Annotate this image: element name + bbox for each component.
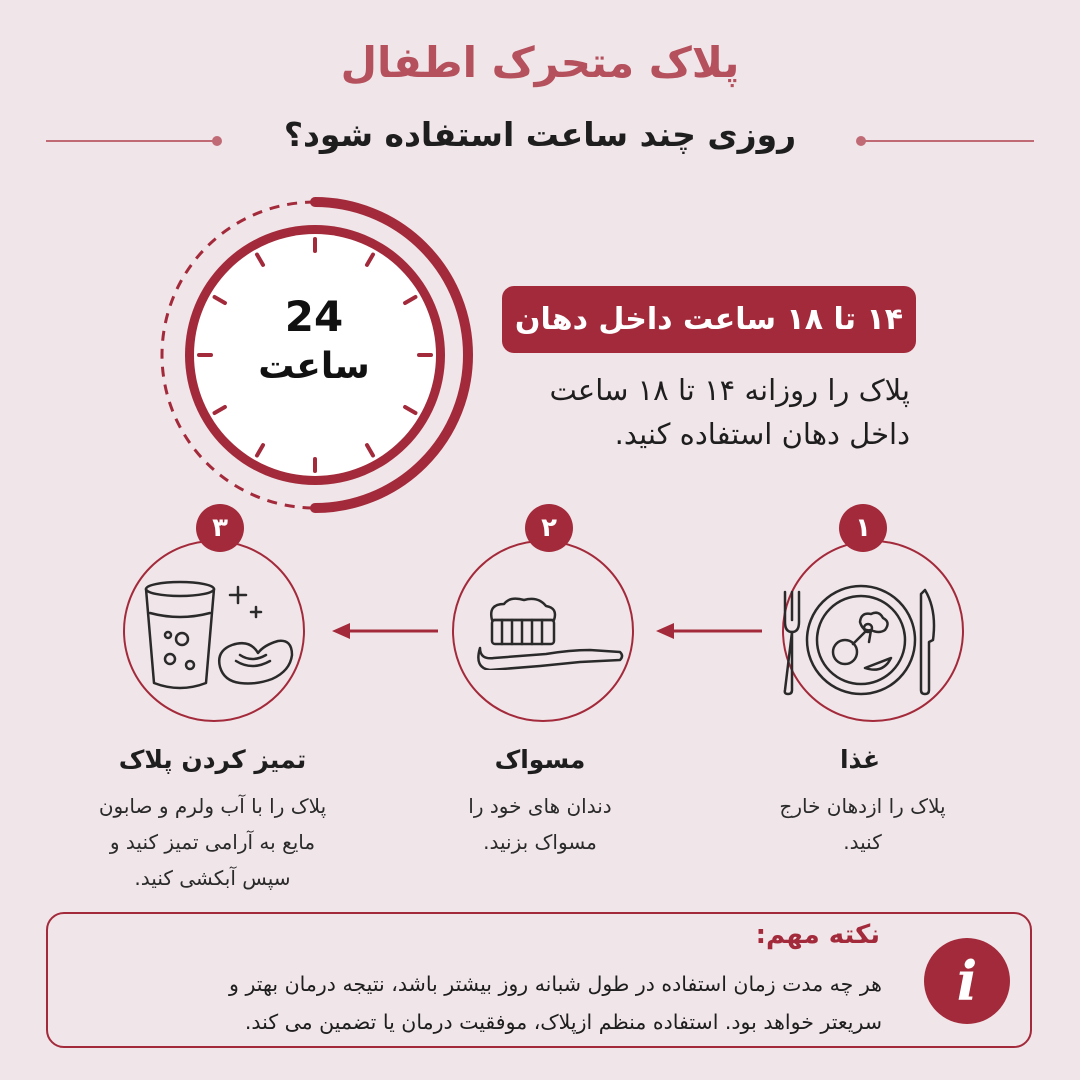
clock-hours-label: ساعت — [258, 346, 370, 387]
step-3-description-line3: سپس آبکشی کنید. — [134, 866, 291, 890]
info-icon-letter: i — [956, 949, 978, 1013]
duration-description-line2: داخل دهان استفاده کنید. — [614, 417, 910, 451]
page-title: پلاک متحرک اطفال — [340, 38, 740, 87]
step-2-number: ۲ — [525, 504, 573, 552]
step-3-title: تمیز کردن پلاک — [118, 745, 307, 774]
step-3-number: ۳ — [196, 504, 244, 552]
step-2-title: مسواک — [494, 745, 586, 774]
duration-description-line1: پلاک را روزانه ۱۴ تا ۱۸ ساعت — [549, 373, 910, 407]
important-note-title: نکته مهم: — [755, 920, 880, 950]
arrow-left-icon — [654, 623, 764, 639]
plate-icon — [775, 580, 945, 700]
glass-and-retainer-icon — [140, 575, 300, 700]
subtitle-divider-right — [862, 140, 1034, 142]
step-3-description-line1: پلاک را با آب ولرم و صابون — [98, 794, 327, 818]
step-2-description — [430, 788, 650, 860]
step-1-description-line1: پلاک را ازدهان خارج — [779, 794, 946, 818]
step-1-description — [750, 788, 975, 860]
step-1-description-line2: کنید. — [843, 830, 882, 854]
important-note-line1: هر چه مدت زمان استفاده در طول شبانه روز بیشتر باشد، نتیجه درمان بهتر و — [229, 972, 882, 996]
important-note-line2: سریعتر خواهد بود. استفاده منظم ازپلاک، موفقیت درمان یا تضمین می کند. — [244, 1010, 882, 1034]
toothbrush-icon — [470, 590, 630, 670]
step-1-number: ۱ — [839, 504, 887, 552]
important-note-text — [70, 965, 882, 1041]
page-subtitle: روزی چند ساعت استفاده شود؟ — [283, 115, 797, 154]
clock-hours-value: 24 — [284, 292, 344, 341]
info-icon — [924, 938, 1010, 1024]
step-3-description — [55, 788, 370, 896]
duration-badge: ۱۴ تا ۱۸ ساعت داخل دهان — [502, 286, 916, 353]
step-2-description-line1: دندان های خود را — [468, 794, 612, 818]
step-2-description-line2: مسواک بزنید. — [483, 830, 597, 854]
step-3-description-line2: مایع به آرامی تمیز کنید و — [109, 830, 316, 854]
duration-description — [490, 368, 910, 456]
arrow-left-icon — [330, 623, 440, 639]
step-1-title: غذا — [839, 745, 881, 774]
